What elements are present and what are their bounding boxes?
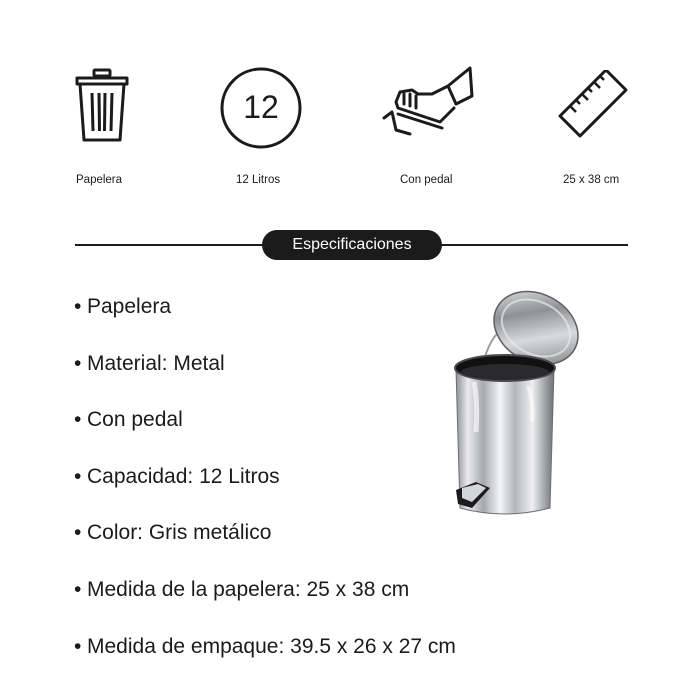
trash-bin-icon xyxy=(72,66,132,146)
feature-label-papelera: Papelera xyxy=(76,174,123,186)
spec-item xyxy=(74,290,456,347)
product-image xyxy=(432,282,582,527)
feature-label-size: 25 x 38 cm xyxy=(563,174,620,186)
spec-text: Con pedal xyxy=(87,408,183,432)
spec-item xyxy=(74,630,456,687)
spec-item xyxy=(74,403,456,460)
spec-text: Papelera xyxy=(87,295,172,318)
section-title xyxy=(262,230,442,260)
feature-size xyxy=(556,70,630,140)
bullet: • xyxy=(74,521,82,545)
bullet: • xyxy=(74,464,82,488)
spec-item xyxy=(74,460,456,517)
feature-pedal xyxy=(382,64,476,144)
spec-list xyxy=(74,290,456,686)
bullet: • xyxy=(74,295,82,318)
spec-text: Material: Metal xyxy=(87,351,225,375)
feature-capacity xyxy=(218,65,304,151)
bullet: • xyxy=(74,634,82,658)
section-title-text: Especificaciones xyxy=(292,236,412,253)
divider-right xyxy=(440,244,628,246)
spec-text: Capacidad: 12 Litros xyxy=(87,464,280,488)
spec-text: Color: Gris metálico xyxy=(87,521,272,545)
capacity-number: 12 xyxy=(243,89,279,125)
stainless-pedal-bin-image xyxy=(432,282,582,522)
feature-papelera xyxy=(70,66,134,146)
feature-label-pedal: Con pedal xyxy=(400,174,453,186)
bullet: • xyxy=(74,351,82,375)
spec-text: Medida de la papelera: 25 x 38 cm xyxy=(87,577,410,601)
ruler-icon xyxy=(556,70,630,140)
spec-item xyxy=(74,573,456,630)
divider-left xyxy=(75,244,265,246)
spec-item xyxy=(74,516,456,573)
foot-pedal-icon xyxy=(382,64,476,144)
bullet: • xyxy=(74,577,82,601)
feature-label-capacity: 12 Litros xyxy=(236,174,281,186)
bullet: • xyxy=(74,408,82,432)
spec-item xyxy=(74,347,456,404)
spec-text: Medida de empaque: 39.5 x 26 x 27 cm xyxy=(87,634,456,658)
